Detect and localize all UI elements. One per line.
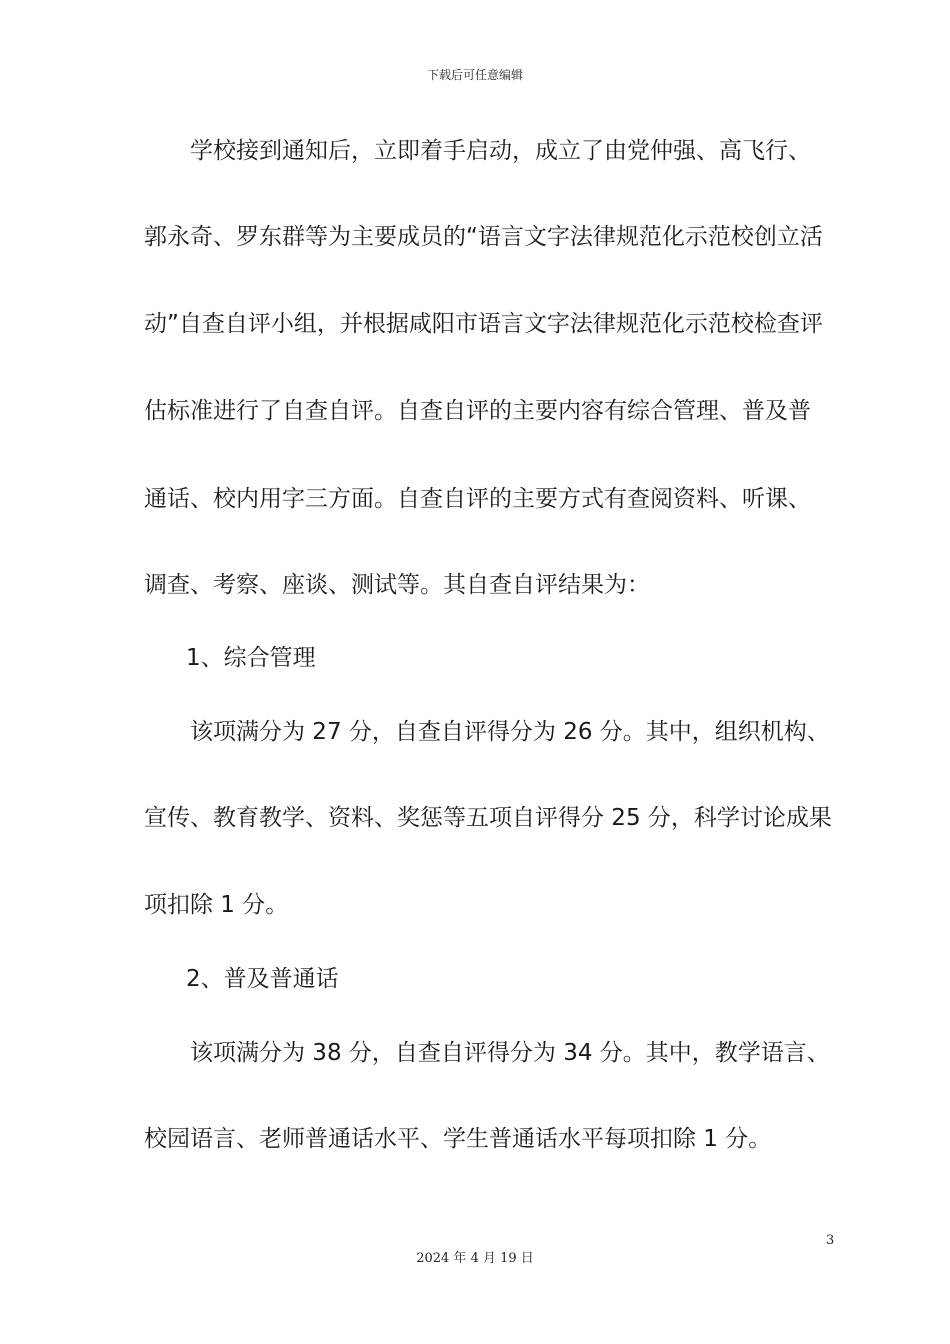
paragraph-line: 动”自查自评小组，并根据咸阳市语言文字法律规范化示范校检查评	[144, 311, 823, 337]
paragraph-line: 校园语言、老师普通话水平、学生普通话水平每项扣除 1 分。	[144, 1126, 772, 1152]
paragraph-line: 郭永奇、罗东群等为主要成员的“语言文字法律规范化示范校创立活	[144, 224, 823, 250]
paragraph-line: 调查、考察、座谈、测试等。其自查自评结果为：	[144, 572, 650, 598]
section-heading: 1、综合管理	[186, 645, 316, 671]
paragraph-line: 宣传、教育教学、资料、奖惩等五项自评得分 25 分，科学讨论成果	[144, 805, 832, 831]
paragraph-line: 估标准进行了自查自评。自查自评的主要内容有综合管理、普及普	[144, 398, 811, 424]
paragraph-line: 项扣除 1 分。	[144, 892, 289, 918]
paragraph-line: 学校接到通知后，立即着手启动，成立了由党仲强、高飞行、	[190, 138, 811, 164]
section-heading: 2、普及普通话	[186, 966, 339, 992]
paragraph-line: 通话、校内用字三方面。自查自评的主要方式有查阅资料、听课、	[144, 486, 811, 512]
paragraph-line: 该项满分为 27 分，自查自评得分为 26 分。其中，组织机构、	[190, 719, 830, 745]
paragraph-line: 该项满分为 38 分，自查自评得分为 34 分。其中，教学语言、	[190, 1040, 830, 1066]
page-number: 3	[826, 1233, 835, 1248]
footer-date: 2024 年 4 月 19 日	[416, 1251, 534, 1266]
page-header: 下载后可任意编辑	[426, 68, 523, 82]
